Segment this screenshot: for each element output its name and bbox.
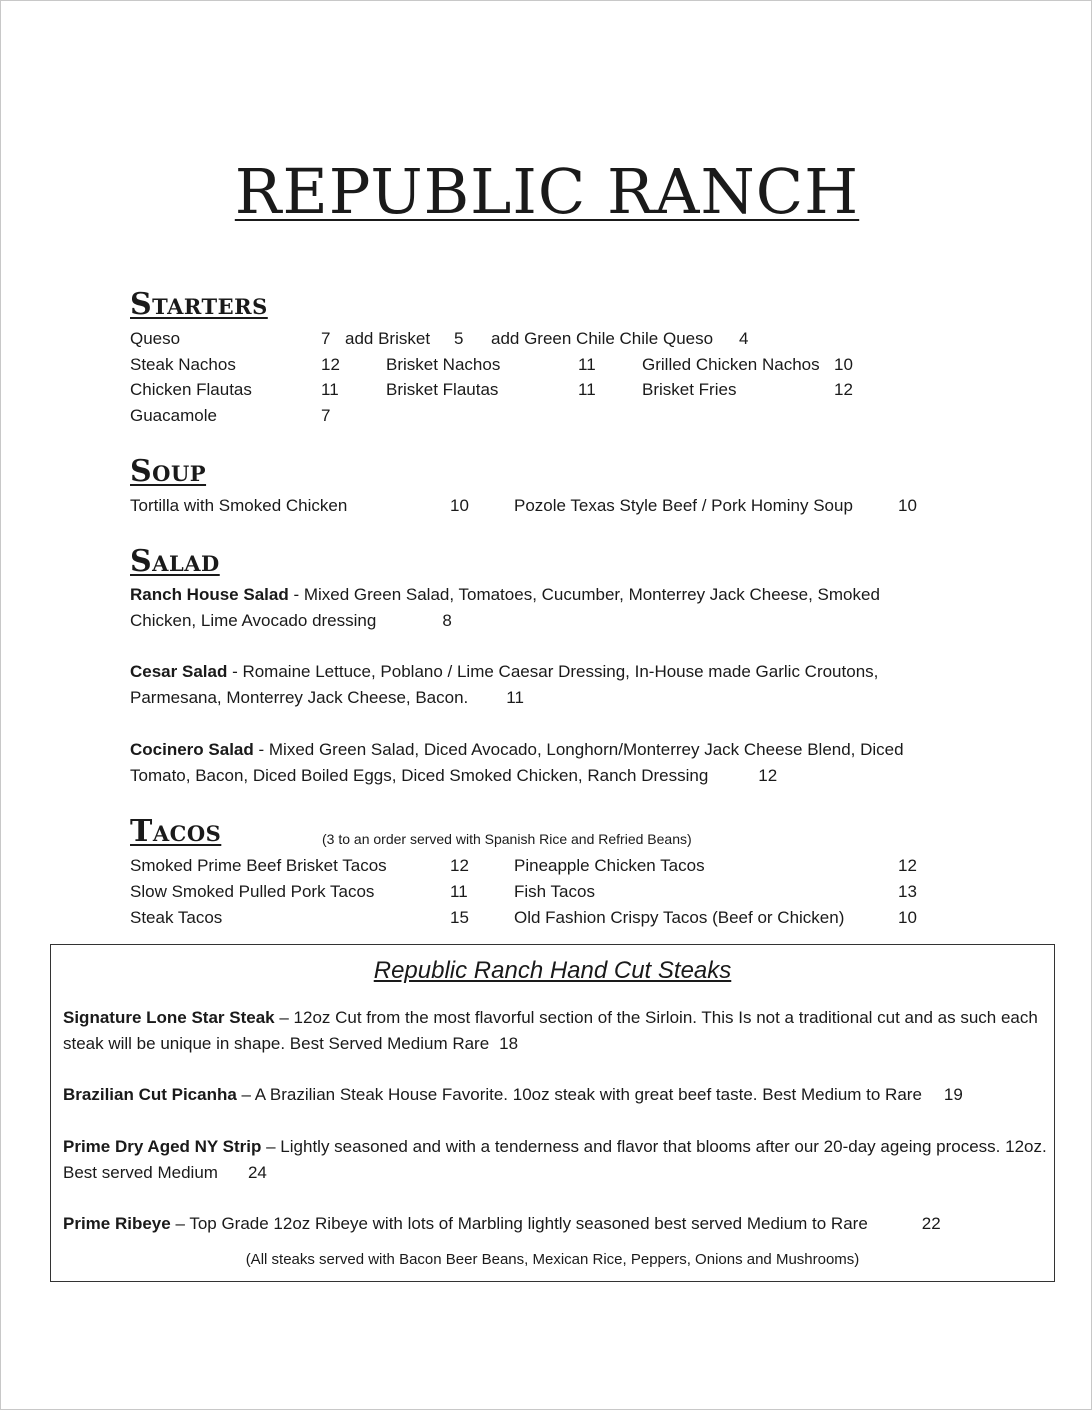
steak-price: 19 [943, 1085, 963, 1104]
starter-price: 7 [321, 406, 331, 425]
starter-name: Brisket Fries [642, 380, 737, 399]
salad-item: Cocinero Salad - Mixed Green Salad, Diced Avocado, Longhorn/Monterrey Jack Cheese Blend, Diced Tomato, Bacon, Diced Boiled Eggs, Diced Smoked Chicken, Ranch Dressing 12 [130, 740, 904, 785]
starter-queso-addon2: add Green Chile Chile Queso [491, 329, 714, 348]
starter-price: 11 [578, 380, 596, 399]
steak-name: Prime Dry Aged NY Strip [63, 1137, 262, 1156]
starter-price: 12 [834, 380, 853, 399]
soup-price: 10 [898, 496, 917, 515]
salad-desc: Mixed Green Salad, Tomatoes, Cucumber, Monterrey Jack Cheese, Smoked Chicken, Lime Avocado dressing [130, 585, 880, 630]
starter-name: Brisket Nachos [386, 355, 501, 374]
taco-name: Pineapple Chicken Tacos [514, 856, 705, 875]
taco-price: 12 [450, 856, 469, 875]
salad-item: Cesar Salad - Romaine Lettuce, Poblano / Lime Caesar Dressing, In-House made Garlic Croutons, Parmesana, Monterrey Jack Cheese, Bacon. 11 [130, 662, 879, 707]
starter-queso-price: 7 [321, 329, 331, 348]
starter-queso-addon1: add Brisket [345, 329, 431, 348]
soup-name: Pozole Texas Style Beef / Pork Hominy Soup [514, 496, 853, 515]
tacos-note: (3 to an order served with Spanish Rice and Refried Beans) [322, 831, 692, 847]
taco-name: Smoked Prime Beef Brisket Tacos [130, 856, 387, 875]
taco-name: Slow Smoked Pulled Pork Tacos [130, 882, 375, 901]
taco-name: Steak Tacos [130, 908, 223, 927]
taco-price: 13 [898, 882, 917, 901]
steak-item: Prime Ribeye – Top Grade 12oz Ribeye with lots of Marbling lightly seasoned best served Medium to Rare 22 [63, 1214, 941, 1233]
starter-name: Guacamole [130, 406, 217, 425]
salad-name: Cocinero Salad [130, 740, 254, 759]
starter-queso-addon1-price: 5 [454, 329, 464, 348]
starter-name: Steak Nachos [130, 355, 236, 374]
steak-item: Prime Dry Aged NY Strip – Lightly seasoned and with a tenderness and flavor that blooms after our 20-day ageing process. 12oz. Best served Medium 24 [63, 1137, 1047, 1182]
steak-price: 24 [247, 1163, 267, 1182]
tacos-heading: Tacos [130, 814, 222, 849]
steak-desc: Top Grade 12oz Ribeye with lots of Marbling lightly seasoned best served Medium to Rare [189, 1214, 868, 1233]
salad-heading: Salad [130, 544, 220, 579]
taco-price: 10 [898, 908, 917, 927]
salad-price: 12 [758, 766, 778, 785]
starter-queso-addon2-price: 4 [739, 329, 749, 348]
starter-price: 10 [834, 355, 853, 374]
salad-price: 8 [442, 611, 452, 630]
soup-price: 10 [450, 496, 469, 515]
starter-price: 11 [578, 355, 596, 374]
starters-heading: Starters [130, 287, 268, 322]
salad-price: 11 [506, 688, 524, 707]
starter-queso-name: Queso [130, 329, 181, 348]
starter-price: 11 [321, 380, 339, 399]
steak-name: Signature Lone Star Steak [63, 1008, 275, 1027]
steak-price: 18 [499, 1034, 519, 1053]
taco-price: 15 [450, 908, 469, 927]
steak-name: Prime Ribeye [63, 1214, 171, 1233]
steak-item: Brazilian Cut Picanha – A Brazilian Steak House Favorite. 10oz steak with great beef taste. Best Medium to Rare 19 [63, 1085, 963, 1104]
starter-name: Grilled Chicken Nachos [642, 355, 820, 374]
starter-name: Chicken Flautas [130, 380, 252, 399]
steak-name: Brazilian Cut Picanha [63, 1085, 237, 1104]
steaks-box [50, 944, 1055, 1282]
taco-price: 11 [450, 882, 468, 901]
starter-price: 12 [321, 355, 340, 374]
restaurant-title: REPUBLIC RANCH [234, 155, 860, 228]
steak-desc: 12oz Cut from the most flavorful section of the Sirloin. This Is not a traditional cut and as such each steak will be unique in shape. Best Served Medium Rare [63, 1008, 1038, 1053]
salad-desc: Mixed Green Salad, Diced Avocado, Longhorn/Monterrey Jack Cheese Blend, Diced Tomato, Bacon, Diced Boiled Eggs, Diced Smoked Chicken, Ranch Dressing [130, 740, 904, 785]
salad-item: Ranch House Salad - Mixed Green Salad, Tomatoes, Cucumber, Monterrey Jack Cheese, Smoked Chicken, Lime Avocado dressing 8 [130, 585, 880, 630]
soup-name: Tortilla with Smoked Chicken [130, 496, 348, 515]
soup-heading: Soup [130, 454, 207, 489]
taco-name: Fish Tacos [514, 882, 595, 901]
salad-desc: Romaine Lettuce, Poblano / Lime Caesar Dressing, In-House made Garlic Croutons, Parmesana, Monterrey Jack Cheese, Bacon. [130, 662, 879, 707]
taco-name: Old Fashion Crispy Tacos (Beef or Chicken) [514, 908, 845, 927]
steak-price: 22 [921, 1214, 941, 1233]
steaks-heading: Republic Ranch Hand Cut Steaks [373, 957, 732, 984]
salad-name: Cesar Salad [130, 662, 228, 681]
starter-name: Brisket Flautas [386, 380, 499, 399]
steak-desc: Lightly seasoned and with a tenderness and flavor that blooms after our 20-day ageing process. 12oz. Best served Medium [63, 1137, 1047, 1182]
steaks-note: (All steaks served with Bacon Beer Beans, Mexican Rice, Peppers, Onions and Mushrooms) [245, 1251, 860, 1268]
steak-item: Signature Lone Star Steak – 12oz Cut from the most flavorful section of the Sirloin. This Is not a traditional cut and as such each steak will be unique in shape. Best Served Medium Rare 18 [63, 1008, 1038, 1053]
taco-price: 12 [898, 856, 917, 875]
steak-desc: A Brazilian Steak House Favorite. 10oz steak with great beef taste. Best Medium to Rare [254, 1085, 922, 1104]
salad-name: Ranch House Salad [130, 585, 289, 604]
